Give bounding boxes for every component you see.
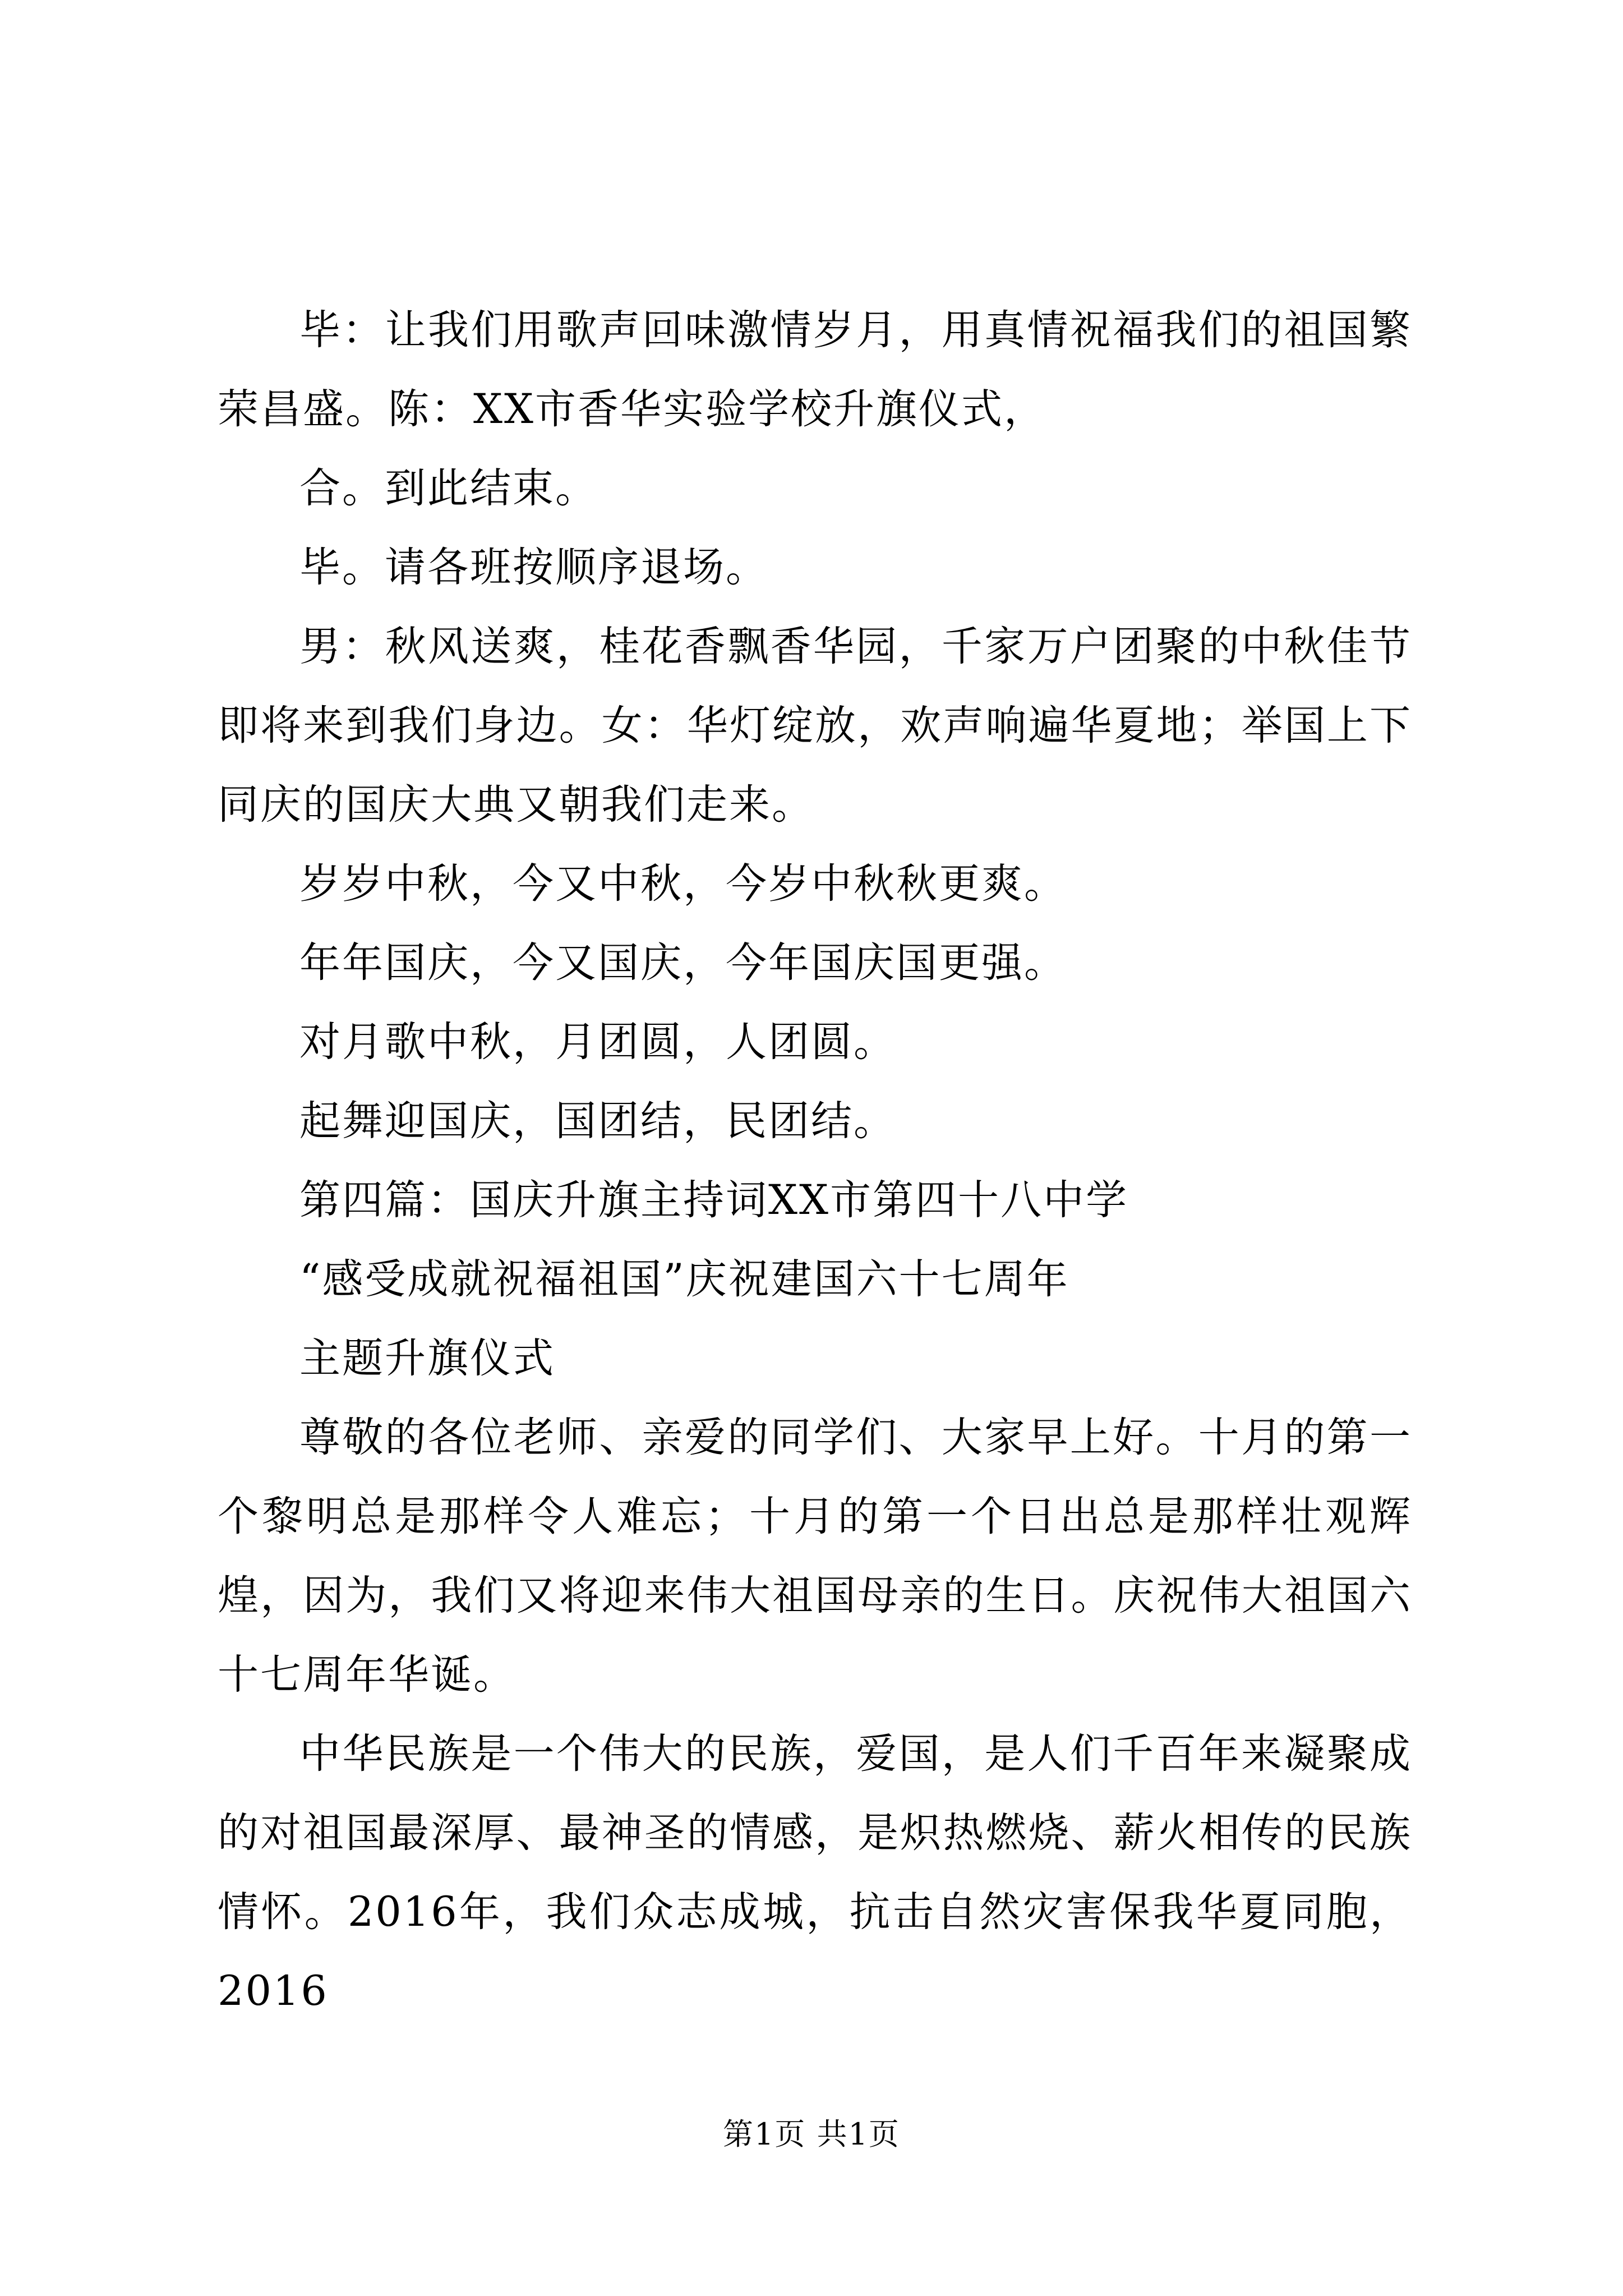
paragraph: 尊敬的各位老师、亲爱的同学们、大家早上好。十月的第一个黎明总是那样令人难忘；十月的第一个日出总是那样壮观辉煌，因为，我们又将迎来伟大祖国母亲的生日。庆祝伟大祖国六十七周年华诞。 xyxy=(218,1414,1412,1699)
section-subheading: “感受成就祝福祖国”庆祝建国六十七周年 xyxy=(299,1255,1069,1303)
section-heading: 第四篇：国庆升旗主持词XX市第四十八中学 xyxy=(299,1176,1128,1224)
section-subheading: 主题升旗仪式 xyxy=(299,1335,555,1382)
document-body xyxy=(218,291,1412,2031)
paragraph: 岁岁中秋，今又中秋，今岁中秋秋更爽。 xyxy=(299,860,1067,908)
paragraph: 毕：让我们用歌声回味激情岁月，用真情祝福我们的祖国繁荣昌盛。陈：XX市香华实验学校升旗仪式， xyxy=(218,306,1412,433)
paragraph: 中华民族是一个伟大的民族，爱国，是人们千百年来凝聚成的对祖国最深厚、最神圣的情感，是炽热燃烧、薪火相传的民族情怀。2016年，我们众志成城，抗击自然灾害保我华夏同胞，2016 xyxy=(218,1730,1412,2015)
paragraph: 合。到此结束。 xyxy=(299,464,598,512)
page-footer: 第1页 共1页 xyxy=(723,2116,900,2152)
paragraph: 年年国庆，今又国庆，今年国庆国更强。 xyxy=(299,939,1067,987)
paragraph: 男：秋风送爽，桂花香飘香华园，千家万户团聚的中秋佳节即将来到我们身边。女：华灯绽放，欢声响遍华夏地；举国上下同庆的国庆大典又朝我们走来。 xyxy=(218,623,1412,829)
paragraph: 毕。请各班按顺序退场。 xyxy=(299,544,768,591)
paragraph: 起舞迎国庆，国团结，民团结。 xyxy=(299,1097,896,1145)
paragraph: 对月歌中秋，月团圆，人团圆。 xyxy=(299,1018,896,1066)
